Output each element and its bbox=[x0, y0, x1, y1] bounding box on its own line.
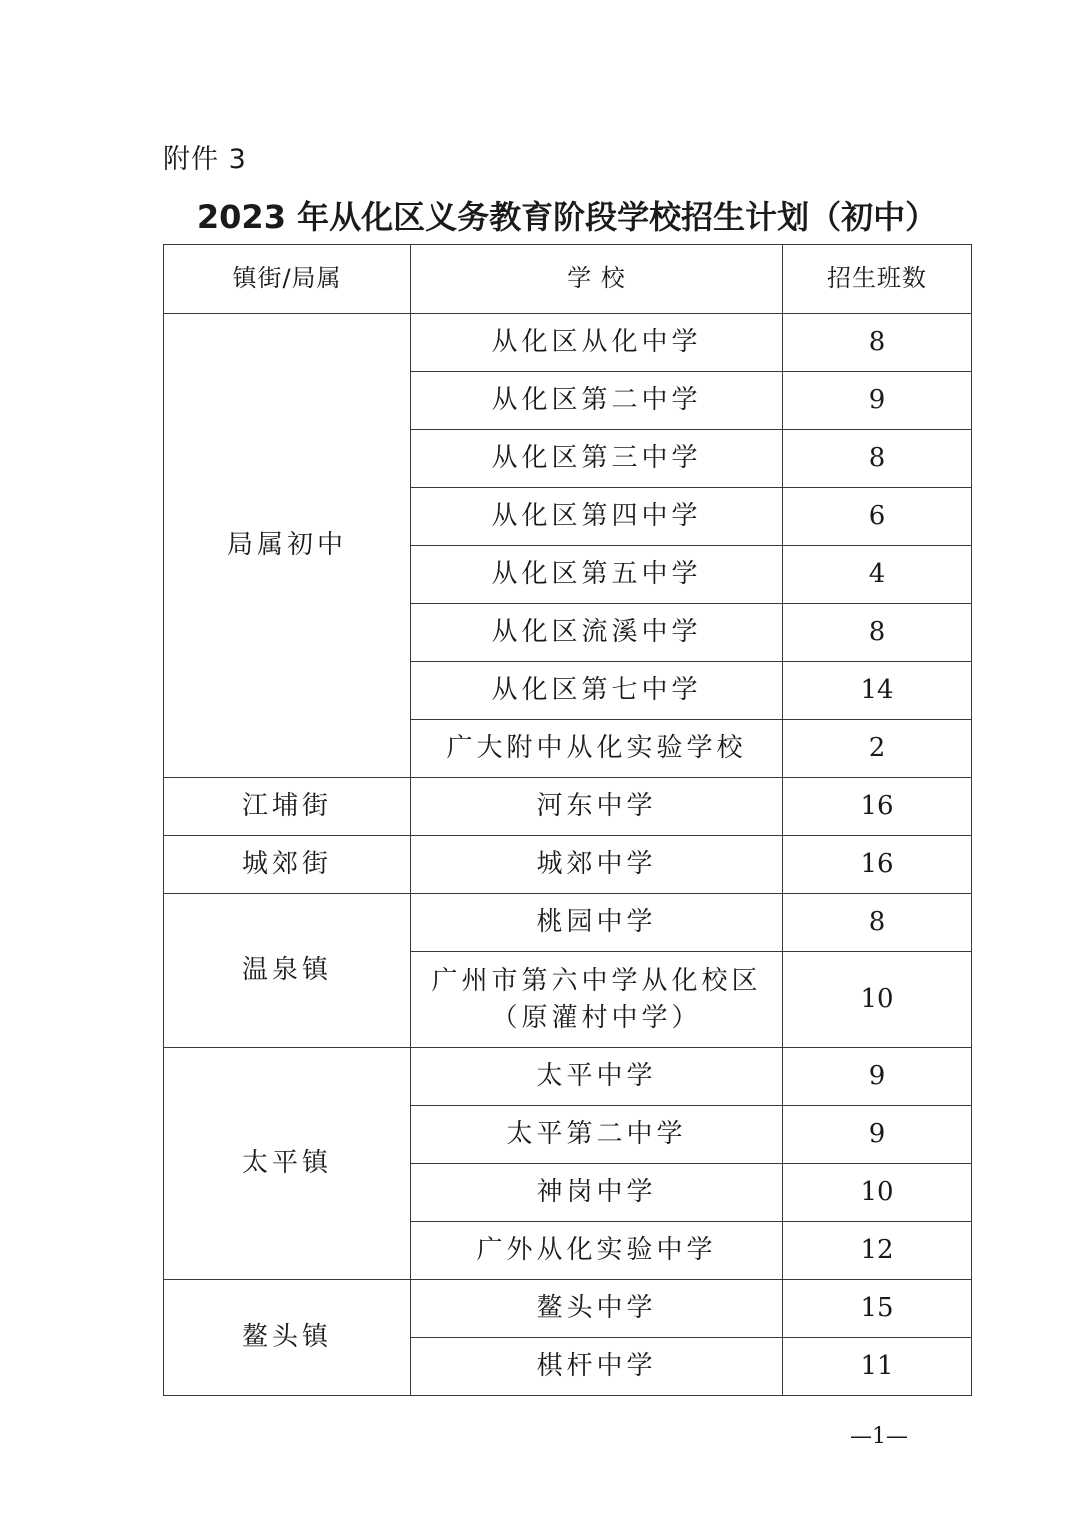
school-cell: 从化区第四中学 bbox=[411, 488, 783, 546]
school-cell: 从化区第五中学 bbox=[411, 546, 783, 604]
school-cell: 广大附中从化实验学校 bbox=[411, 720, 783, 778]
table-row bbox=[164, 836, 972, 894]
district-cell: 太平镇 bbox=[164, 1048, 411, 1280]
classes-cell: 2 bbox=[783, 720, 972, 778]
classes-cell: 9 bbox=[783, 1048, 972, 1106]
classes-cell: 9 bbox=[783, 1106, 972, 1164]
school-former-name: （原灌村中学） bbox=[491, 1002, 702, 1033]
classes-cell: 15 bbox=[783, 1280, 972, 1338]
district-cell: 鳌头镇 bbox=[164, 1280, 411, 1396]
header-classes: 招生班数 bbox=[783, 245, 972, 314]
page-number: —1— bbox=[850, 1424, 908, 1449]
classes-cell: 10 bbox=[783, 952, 972, 1048]
school-cell: 广外从化实验中学 bbox=[411, 1222, 783, 1280]
school-cell: 鳌头中学 bbox=[411, 1280, 783, 1338]
classes-cell: 8 bbox=[783, 604, 972, 662]
school-cell: 神岗中学 bbox=[411, 1164, 783, 1222]
document-title: 2023 年从化区义务教育阶段学校招生计划（初中） bbox=[196, 198, 938, 236]
district-cell: 局属初中 bbox=[164, 314, 411, 778]
school-cell: 从化区流溪中学 bbox=[411, 604, 783, 662]
school-cell: 从化区第二中学 bbox=[411, 372, 783, 430]
header-school: 学 校 bbox=[411, 245, 783, 314]
classes-cell: 6 bbox=[783, 488, 972, 546]
header-district: 镇街/局属 bbox=[164, 245, 411, 314]
school-cell: 城郊中学 bbox=[411, 836, 783, 894]
school-cell: 从化区从化中学 bbox=[411, 314, 783, 372]
attachment-label: 附件 3 bbox=[163, 144, 247, 175]
classes-cell: 16 bbox=[783, 836, 972, 894]
school-cell: 桃园中学 bbox=[411, 894, 783, 952]
table-header-row bbox=[164, 245, 972, 314]
district-cell: 江埔街 bbox=[164, 778, 411, 836]
classes-cell: 9 bbox=[783, 372, 972, 430]
classes-cell: 8 bbox=[783, 430, 972, 488]
classes-cell: 11 bbox=[783, 1338, 972, 1396]
school-cell: 从化区第三中学 bbox=[411, 430, 783, 488]
classes-cell: 12 bbox=[783, 1222, 972, 1280]
classes-cell: 10 bbox=[783, 1164, 972, 1222]
table-row bbox=[164, 894, 972, 952]
classes-cell: 8 bbox=[783, 894, 972, 952]
table-row bbox=[164, 778, 972, 836]
table-row bbox=[164, 1048, 972, 1106]
table-row bbox=[164, 1280, 972, 1338]
school-name: 广州市第六中学从化校区 bbox=[431, 966, 762, 997]
classes-cell: 8 bbox=[783, 314, 972, 372]
district-cell: 城郊街 bbox=[164, 836, 411, 894]
school-cell: 棋杆中学 bbox=[411, 1338, 783, 1396]
school-cell bbox=[411, 952, 783, 1048]
school-cell: 河东中学 bbox=[411, 778, 783, 836]
school-cell: 从化区第七中学 bbox=[411, 662, 783, 720]
classes-cell: 4 bbox=[783, 546, 972, 604]
classes-cell: 14 bbox=[783, 662, 972, 720]
enrollment-plan-table bbox=[163, 244, 972, 1396]
district-cell: 温泉镇 bbox=[164, 894, 411, 1048]
table-row bbox=[164, 314, 972, 372]
school-cell: 太平第二中学 bbox=[411, 1106, 783, 1164]
school-cell: 太平中学 bbox=[411, 1048, 783, 1106]
classes-cell: 16 bbox=[783, 778, 972, 836]
